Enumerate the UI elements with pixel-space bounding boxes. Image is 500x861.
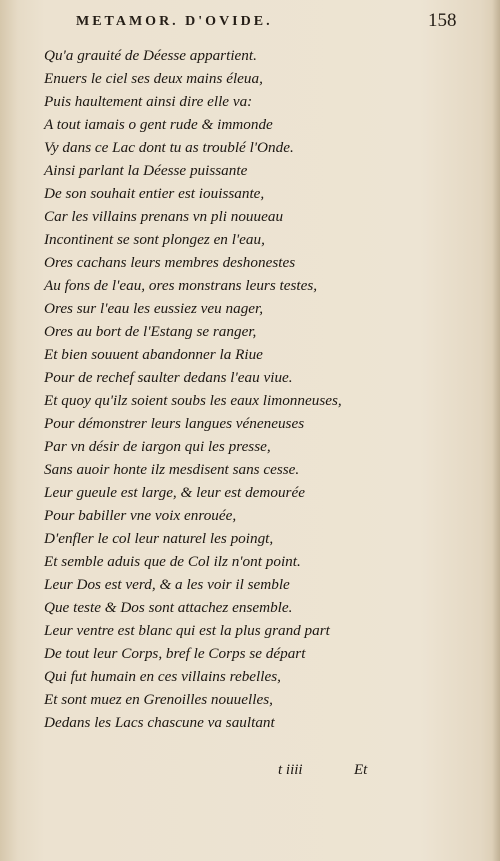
verse-line: Et semble aduis que de Col ilz n'ont point. [44, 553, 301, 570]
verse-line: D'enfler le col leur naturel les poingt, [44, 530, 274, 547]
verse-line: Car les villains prenans vn pli nouueau [44, 208, 284, 225]
verse-line: Puis haultement ainsi dire elle va: [44, 93, 253, 110]
running-head: METAMOR. D'OVIDE. [76, 14, 273, 29]
signature-mark: t iiii [278, 762, 303, 778]
verse-block [44, 44, 464, 734]
verse-line: Leur ventre est blanc qui est la plus grand part [44, 622, 330, 639]
verse-line: Enuers le ciel ses deux mains éleua, [44, 70, 263, 87]
verse-line: Sans auoir honte ilz mesdisent sans cesse. [44, 461, 300, 478]
verse-line: Par vn désir de iargon qui les presse, [44, 438, 271, 455]
verse-line: Ores au bort de l'Estang se ranger, [44, 323, 257, 340]
verse-line: Que teste & Dos sont attachez ensemble. [44, 599, 293, 616]
verse-line: A tout iamais o gent rude & immonde [44, 116, 273, 133]
catchword: Et [354, 762, 368, 778]
verse-line: Ores sur l'eau les eussiez veu nager, [44, 300, 264, 317]
verse-line: Au fons de l'eau, ores monstrans leurs testes, [44, 277, 318, 294]
verse-line: Pour babiller vne voix enrouée, [44, 507, 237, 524]
verse-line: Ainsi parlant la Déesse puissante [44, 162, 248, 179]
verse-line: Et sont muez en Grenoilles nouuelles, [44, 691, 273, 708]
verse-line: Leur gueule est large, & leur est demourée [44, 484, 305, 501]
verse-line: Et quoy qu'ilz soient soubs les eaux limonneuses, [44, 392, 342, 409]
page-header [76, 12, 406, 38]
verse-line: Et bien souuent abandonner la Riue [44, 346, 263, 363]
page-footer [0, 762, 500, 788]
verse-line: Incontinent se sont plongez en l'eau, [44, 231, 265, 248]
verse-line: Pour démonstrer leurs langues véneneuses [44, 415, 305, 432]
verse-line: De tout leur Corps, bref le Corps se départ [44, 645, 306, 662]
verse-line: Leur Dos est verd, & a les voir il semble [44, 576, 290, 593]
folio-number: 158 [428, 10, 457, 31]
verse-line: Qu'a grauité de Déesse appartient. [44, 47, 257, 64]
page-edge-shadow [492, 0, 500, 861]
verse-line: Dedans les Lacs chascune va saultant [44, 714, 275, 731]
verse-line: Vy dans ce Lac dont tu as troublé l'Onde. [44, 139, 294, 156]
verse-line: Pour de rechef saulter dedans l'eau viue. [44, 369, 293, 386]
verse-line: De son souhait entier est iouissante, [44, 185, 265, 202]
verse-line: Qui fut humain en ces villains rebelles, [44, 668, 281, 685]
verse-line: Ores cachans leurs membres deshonestes [44, 254, 296, 271]
